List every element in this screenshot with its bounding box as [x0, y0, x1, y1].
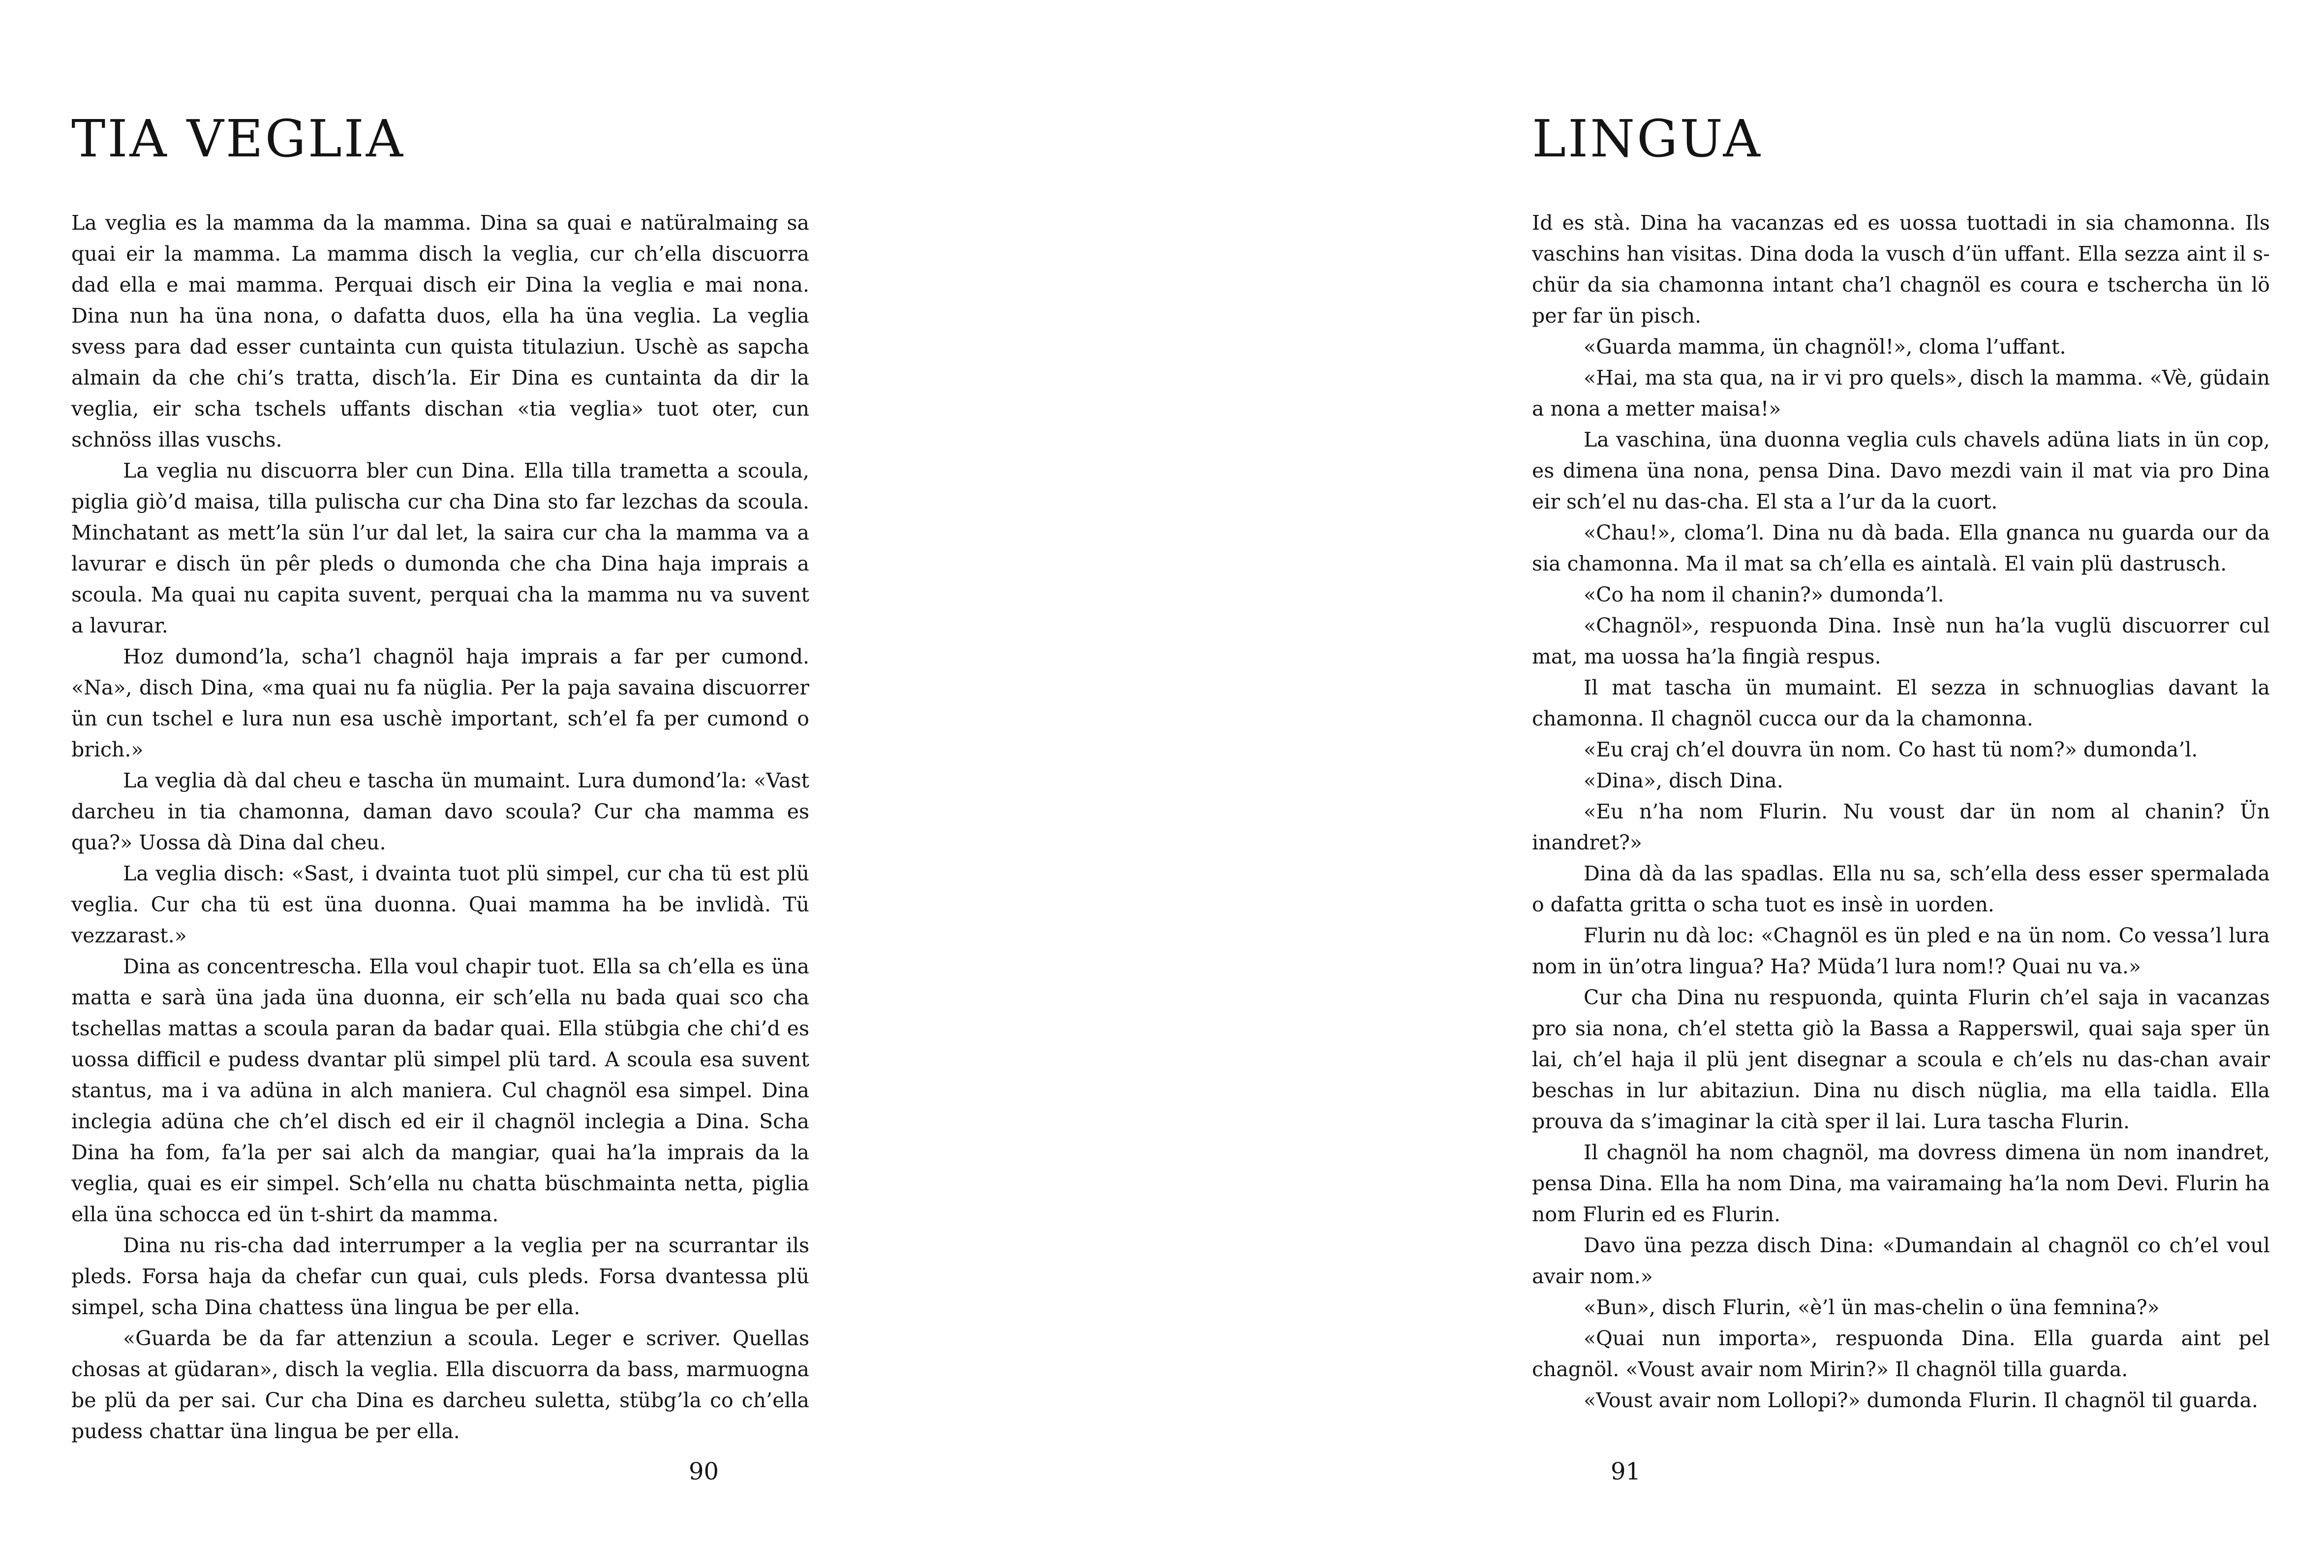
paragraph: «Eu craj ch’el douvra ün nom. Co hast tü nom?» dumonda’l.	[1584, 738, 2198, 761]
right-text-block	[1532, 109, 2270, 1416]
paragraph: Dina as concentrescha. Ella voul chapir tuot. Ella sa ch’ella es üna matta e sarà üna jada üna duonna, eir sch’ella nu bada quai sco cha tschellas mattas a scoula paran da badar quai. Ella stübgia che chi’d es uossa difficil e pudess dvantar plü simpel plü tard. A scoula esa suvent stantus, ma i va adüna in alch maniera. Cul chagnöl esa simpel. Dina inclegia adüna che ch’el disch ed eir il chagnöl inclegia a Dina. Scha Dina ha fom, fa’la per sai alch da mangiar, quai ha’la imprais da la veglia, quai es eir simpel. Sch’ella nu chatta büschmainta netta, piglia ella üna schocca ed ün t-shirt da mamma.	[71, 955, 809, 1226]
paragraph: «Chagnöl», respuonda Dina. Insè nun ha’la vuglü discuorrer cul mat, ma uossa ha’la fingià respus.	[1532, 614, 2270, 668]
paragraph: La veglia es la mamma da la mamma. Dina sa quai e natüralmaing sa quai eir la mamma. La mamma disch la veglia, cur ch’ella discuorra dad ella e mai mamma. Perquai disch eir Dina la veglia e mai nona. Dina nun ha üna nona, o dafatta duos, ella ha üna veglia. La veglia svess para dad esser cuntainta cun quista titulaziun. Uschè as sapcha almain da che chi’s tratta, disch’la. Eir Dina es cuntainta da dir la veglia, eir scha tschels uffants dischan «tia veglia» tuot oter, cun schnöss illas vuschs.	[71, 211, 809, 452]
paragraph: La veglia nu discuorra bler cun Dina. Ella tilla trametta a scoula, piglia giò’d maisa, tilla pulischa cur cha Dina sto far lezchas da scoula. Minchatant as mett’la sün l’ur dal let, la saira cur cha la mamma va a lavurar e disch ün pêr pleds o dumonda che cha Dina haja imprais a scoula. Ma quai nu capita suvent, perquai cha la mamma nu va suvent a lavurar.	[71, 459, 809, 637]
paragraph: Flurin nu dà loc: «Chagnöl es ün pled e na ün nom. Co vessa’l lura nom in ün’otra lingua? Ha? Müda’l lura nom!? Quai nu va.»	[1532, 924, 2270, 978]
paragraph: «Hai, ma sta qua, na ir vi pro quels», disch la mamma. «Vè, güdain a nona a metter maisa!»	[1532, 366, 2270, 421]
paragraph: La vaschina, üna duonna veglia culs chavels adüna liats in ün cop, es dimena üna nona, pensa Dina. Davo mezdi vain il mat via pro Dina eir sch’el nu das-cha. El sta a l’ur da la cuort.	[1532, 428, 2270, 513]
paragraph: La veglia dà dal cheu e tascha ün mumaint. Lura dumond’la: «Vast darcheu in tia chamonna, daman davo scoula? Cur cha mamma es qua?» Uossa dà Dina dal cheu.	[71, 769, 809, 854]
left-text-block	[71, 109, 809, 1447]
paragraph: «Guarda mamma, ün chagnöl!», cloma l’uffant.	[1584, 335, 2066, 359]
paragraph: Davo üna pezza disch Dina: «Dumandain al chagnöl co ch’el voul avair nom.»	[1532, 1234, 2270, 1288]
paragraph: Id es stà. Dina ha vacanzas ed es uossa tuottadi in sia chamonna. Ils vaschins han visitas. Dina doda la vusch d’ün uffant. Ella sezza aint il s-chür da sia chamonna intant cha’l chagnöl es coura e tschercha ün lö per far ün pisch.	[1532, 211, 2270, 328]
paragraph: «Quai nun importa», respuonda Dina. Ella guarda aint pel chagnöl. «Voust avair nom Mirin?» Il chagnöl tilla guarda.	[1532, 1327, 2270, 1381]
paragraph: «Dina», disch Dina.	[1584, 769, 1783, 792]
paragraph: «Eu n’ha nom Flurin. Nu voust dar ün nom al chanin? Ün inandret?»	[1532, 800, 2270, 854]
paragraph: Cur cha Dina nu respuonda, quinta Flurin ch’el saja in vacanzas pro sia nona, ch’el stetta giò la Bassa a Rapperswil, quai saja sper ün lai, ch’el haja il plü jent disegnar a scoula e ch’els nu das-chan avair beschas in lur abitaziun. Dina nu disch nüglia, ma ella taidla. Ella prouva da s’imaginar la cità sper il lai. Lura tascha Flurin.	[1532, 986, 2270, 1133]
page-number: 91	[1611, 1458, 1641, 1485]
paragraph: «Bun», disch Flurin, «è’l ün mas-chelin o üna femnina?»	[1584, 1296, 2160, 1319]
page-number: 90	[689, 1458, 719, 1485]
right-page	[1162, 0, 2324, 1568]
chapter-title: LINGUA	[1532, 109, 1762, 169]
paragraph: Dina dà da las spadlas. Ella nu sa, sch’ella dess esser spermalada o dafatta gritta o scha tuot es insè in uorden.	[1532, 862, 2270, 916]
paragraph: «Voust avair nom Lollopi?» dumonda Flurin. Il chagnöl til guarda.	[1584, 1388, 2258, 1412]
paragraph: La veglia disch: «Sast, i dvainta tuot plü simpel, cur cha tü est plü veglia. Cur cha tü est üna duonna. Quai mamma ha be invlidà. Tü vezzarast.»	[71, 862, 809, 947]
paragraph: Dina nu ris-cha dad interrumper a la veglia per na scurrantar ils pleds. Forsa haja da chefar cun quai, culs pleds. Forsa dvantessa plü simpel, scha Dina chattess üna lingua be per ella.	[71, 1234, 809, 1319]
paragraph: Hoz dumond’la, scha’l chagnöl haja imprais a far per cumond. «Na», disch Dina, «ma quai nu fa nüglia. Per la paja savaina discuorrer ün cun tschel e lura nun esa uschè important, sch’el fa per cumond o brich.»	[71, 645, 809, 761]
paragraph: «Guarda be da far attenziun a scoula. Leger e scriver. Quellas chosas at güdaran», disch la veglia. Ella discuorra da bass, marmuogna be plü da per sai. Cur cha Dina es darcheu suletta, stübg’la co ch’ella pudess chattar üna lingua be per ella.	[71, 1327, 809, 1443]
paragraph: Il chagnöl ha nom chagnöl, ma dovress dimena ün nom inandret, pensa Dina. Ella ha nom Dina, ma vairamaing ha’la nom Devi. Flurin ha nom Flurin ed es Flurin.	[1532, 1141, 2270, 1226]
paragraph: «Chau!», cloma’l. Dina nu dà bada. Ella gnanca nu guarda our da sia chamonna. Ma il mat sa ch’ella es aintalà. El vain plü dastrusch.	[1532, 521, 2270, 575]
paragraph: «Co ha nom il chanin?» dumonda’l.	[1584, 583, 1944, 606]
paragraph: Il mat tascha ün mumaint. El sezza in schnuoglias davant la chamonna. Il chagnöl cucca our da la chamonna.	[1532, 676, 2270, 730]
chapter-title: TIA VEGLIA	[71, 109, 405, 169]
